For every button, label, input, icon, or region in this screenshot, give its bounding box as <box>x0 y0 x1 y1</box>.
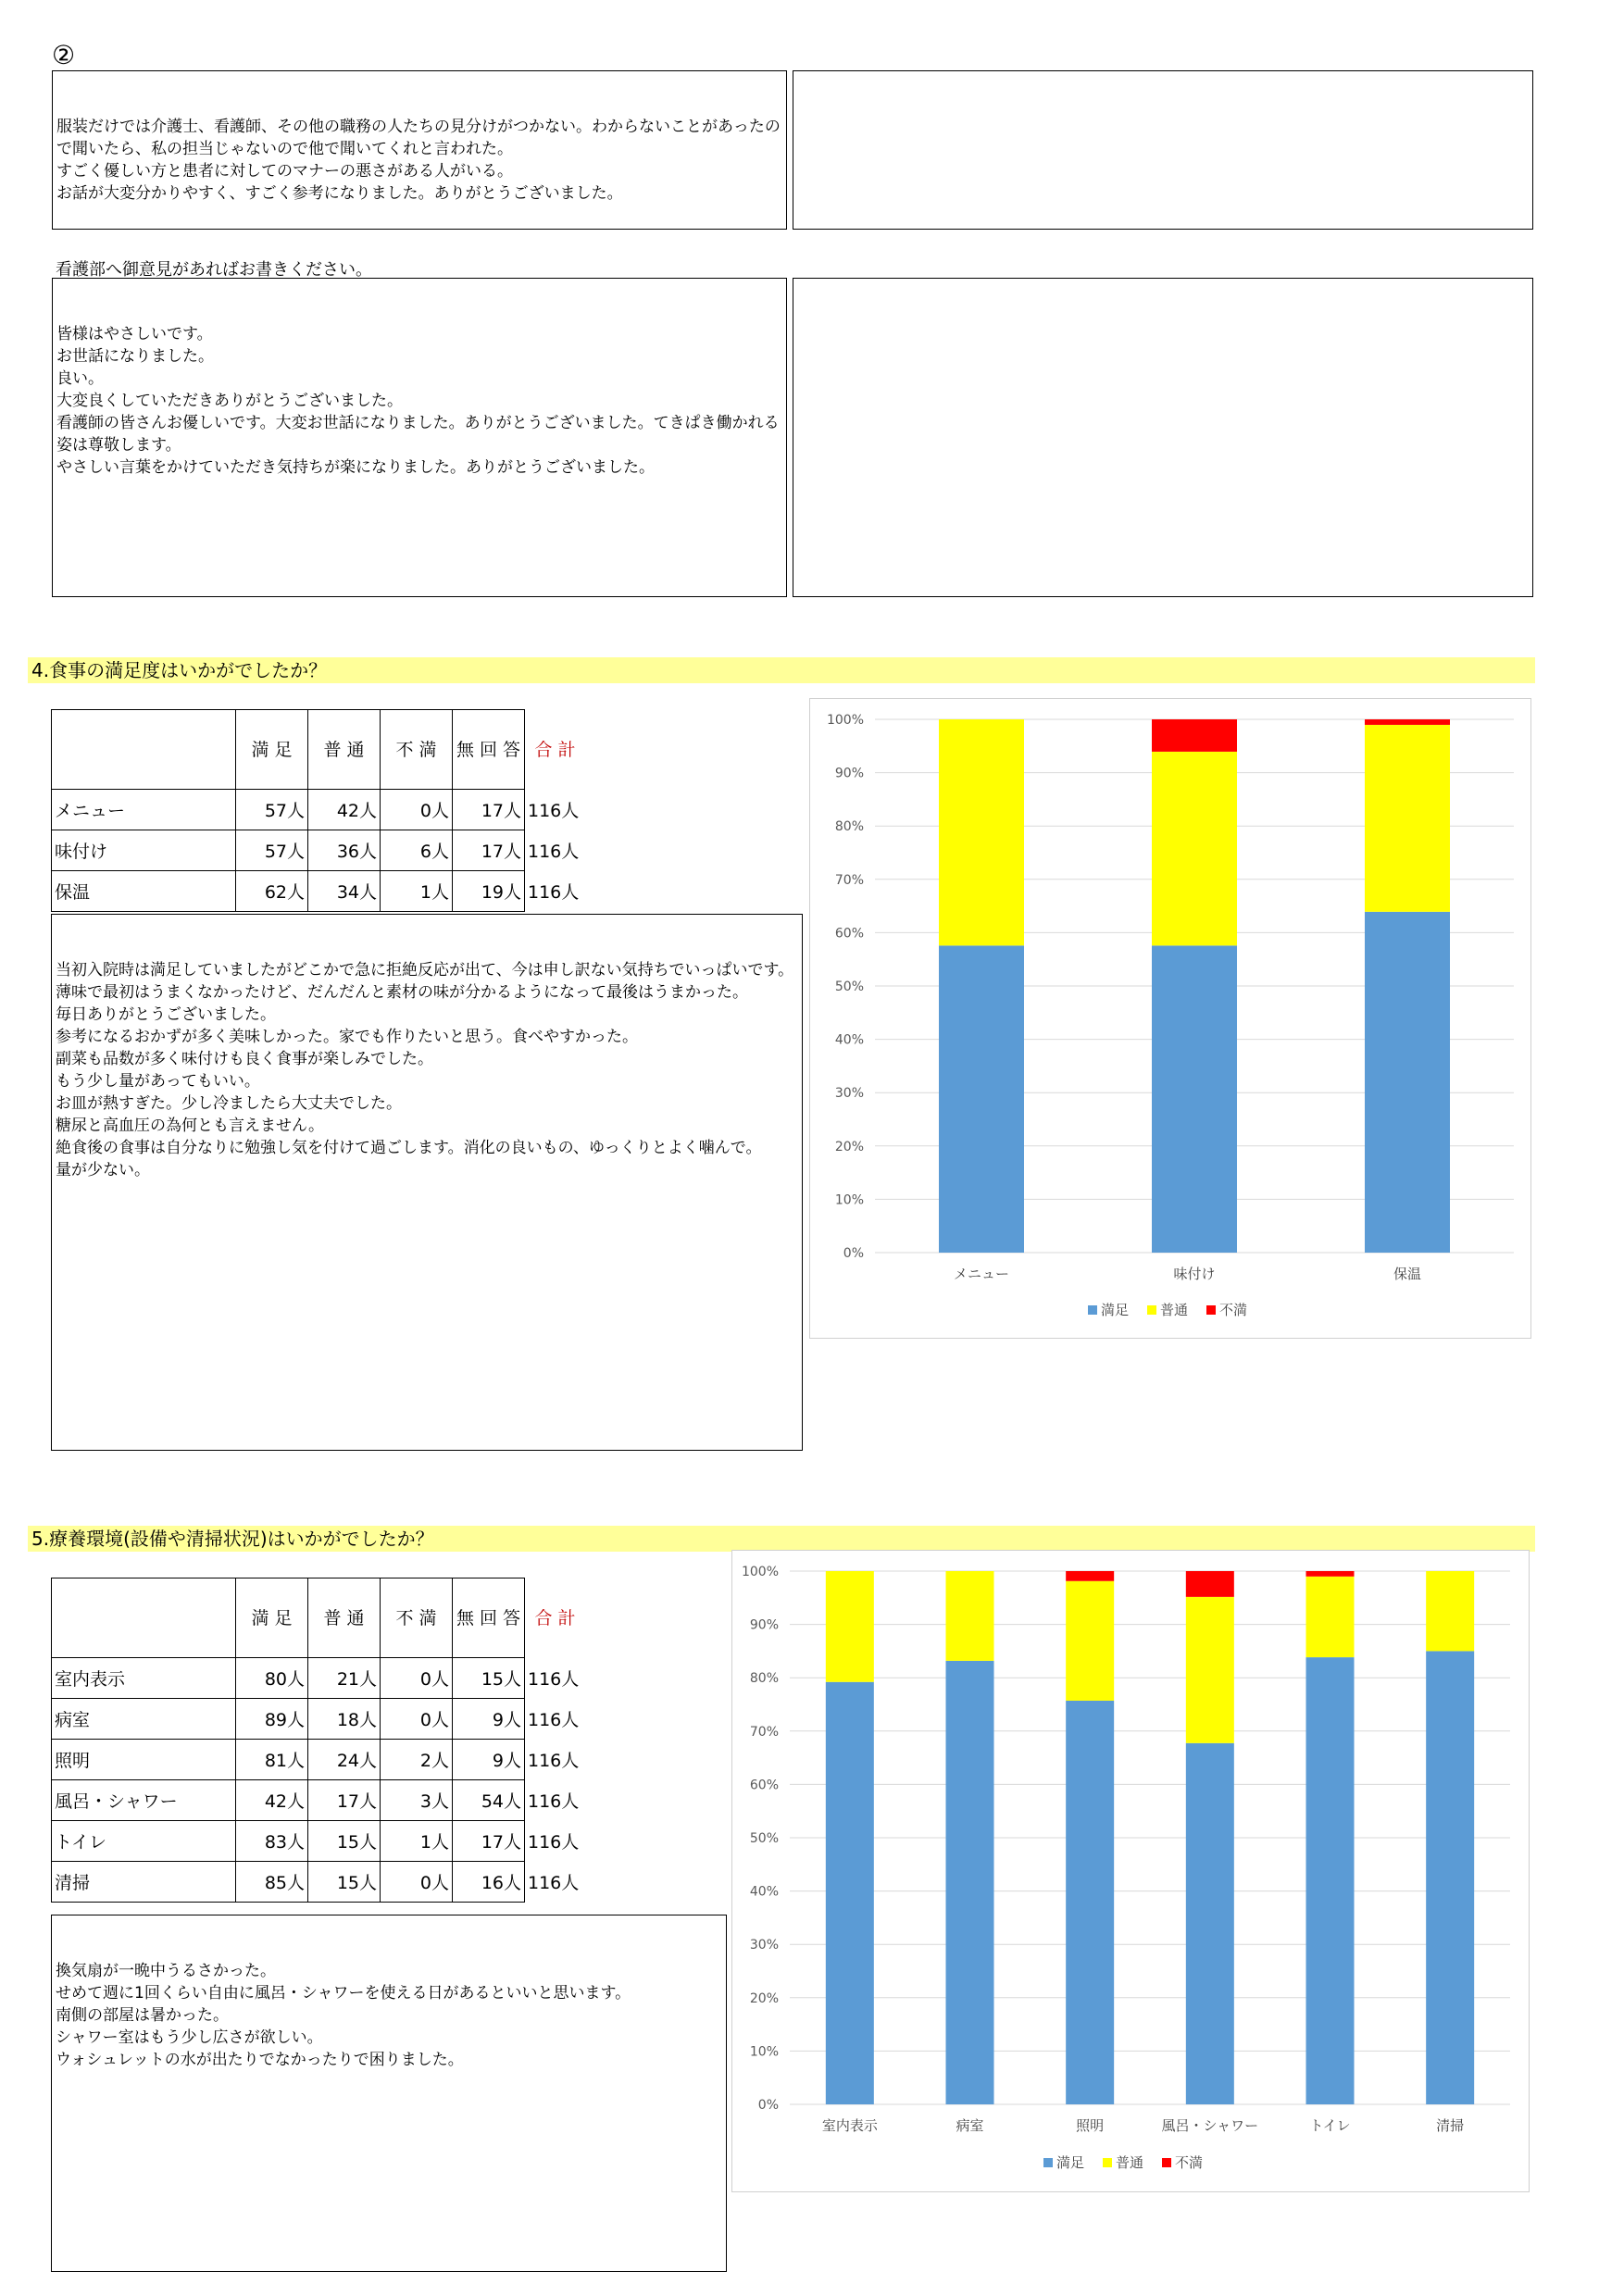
x-tick-label: 味付け <box>1173 1266 1216 1282</box>
circle-number-marker: ② <box>52 40 76 70</box>
cell-value: 24人 <box>308 1740 381 1780</box>
header-no-answer: 無 回 答 <box>453 1578 525 1658</box>
legend-swatch <box>1147 1305 1156 1315</box>
y-tick-label: 20% <box>834 1139 864 1154</box>
legend-swatch <box>1103 2158 1112 2167</box>
cell-value: 80人 <box>236 1658 308 1699</box>
legend-entry: 不満 <box>1219 1302 1248 1318</box>
row-label: 風呂・シャワー <box>52 1780 236 1821</box>
row-label: 味付け <box>52 830 236 871</box>
bar-segment-不満 <box>1365 719 1450 725</box>
table-row <box>52 1821 586 1862</box>
y-tick-label: 80% <box>749 1671 779 1687</box>
cell-value: 16人 <box>453 1862 525 1903</box>
cell-value: 89人 <box>236 1699 308 1740</box>
cell-value: 83人 <box>236 1821 308 1862</box>
legend-swatch <box>1088 1305 1097 1315</box>
header-satisfied: 満 足 <box>236 710 308 790</box>
x-tick-label: メニュー <box>953 1266 1010 1282</box>
cell-value: 54人 <box>453 1780 525 1821</box>
y-tick-label: 40% <box>834 1032 864 1048</box>
cell-value: 57人 <box>236 830 308 871</box>
cell-value: 0人 <box>381 790 453 830</box>
cell-value: 15人 <box>308 1821 381 1862</box>
cell-total: 116人 <box>528 882 580 903</box>
cell-value: 18人 <box>308 1699 381 1740</box>
bar-segment-不満 <box>1152 719 1237 752</box>
cell-value: 0人 <box>381 1699 453 1740</box>
section4-title: 4.食事の満足度はいかがでしたか？ <box>28 657 1535 683</box>
cell-value: 1人 <box>381 871 453 912</box>
cell-value: 6人 <box>381 830 453 871</box>
section4-table <box>51 709 586 912</box>
y-tick-label: 30% <box>834 1086 864 1102</box>
bar-segment-普通 <box>1186 1597 1234 1743</box>
comment-box-1 <box>52 70 787 230</box>
bar-segment-普通 <box>1306 1577 1355 1657</box>
section4-chart <box>809 698 1531 1339</box>
x-tick-label: 風呂・シャワー <box>1161 2117 1259 2134</box>
legend-entry: 満足 <box>1056 2154 1085 2171</box>
cell-value: 15人 <box>308 1862 381 1903</box>
section5-comments <box>51 1915 727 2272</box>
table-row <box>52 790 586 830</box>
bar-segment-普通 <box>1365 725 1450 912</box>
legend-entry: 普通 <box>1116 2154 1144 2171</box>
cell-value: 81人 <box>236 1740 308 1780</box>
x-tick-label: 病室 <box>956 2117 984 2134</box>
comment-box-2-text: 皆様はやさしいです。 お世話になりました。 良い。 大変良くしていただきありがとうございました。 看護師の皆さんお優しいです。大変お世話になりました。ありがとうございました。てきぱき働かれる姿は尊敬します。 やさしい言葉をかけていただき気持ちが楽になりました。ありがとうございました。 <box>56 325 780 477</box>
row-label: 病室 <box>52 1699 236 1740</box>
y-tick-label: 0% <box>757 2098 779 2113</box>
table-row <box>52 1658 586 1699</box>
cell-value: 21人 <box>308 1658 381 1699</box>
y-tick-label: 20% <box>749 1990 779 2006</box>
bar-segment-普通 <box>939 719 1024 945</box>
bar-segment-満足 <box>1426 1651 1474 2104</box>
legend-swatch <box>1043 2158 1053 2167</box>
table-row <box>52 830 586 871</box>
comment-box-2 <box>52 278 787 597</box>
bar-segment-不満 <box>1186 1571 1234 1597</box>
header-no-answer: 無 回 答 <box>453 710 525 790</box>
legend-swatch <box>1162 2158 1171 2167</box>
section4-header-row <box>52 710 586 790</box>
cell-total: 116人 <box>528 1791 580 1812</box>
section4-comments <box>51 914 803 1451</box>
cell-value: 17人 <box>453 830 525 871</box>
bar-segment-満足 <box>1066 1701 1114 2104</box>
section5-title: 5.療養環境(設備や清掃状況)はいかがでしたか？ <box>28 1526 1535 1552</box>
cell-value: 0人 <box>381 1862 453 1903</box>
header-normal: 普 通 <box>308 710 381 790</box>
cell-value: 9人 <box>453 1699 525 1740</box>
x-tick-label: 室内表示 <box>821 2117 878 2134</box>
x-tick-label: 照明 <box>1076 2117 1105 2134</box>
y-tick-label: 0% <box>843 1246 864 1261</box>
legend-entry: 普通 <box>1160 1302 1189 1318</box>
row-label: トイレ <box>52 1821 236 1862</box>
bar-segment-普通 <box>826 1571 874 1682</box>
y-tick-label: 50% <box>834 980 864 994</box>
cell-total: 116人 <box>528 1669 580 1690</box>
table-row <box>52 871 586 912</box>
cell-value: 17人 <box>308 1780 381 1821</box>
y-tick-label: 90% <box>749 1617 779 1633</box>
y-tick-label: 50% <box>749 1831 779 1846</box>
row-label: 室内表示 <box>52 1658 236 1699</box>
x-tick-label: トイレ <box>1309 2117 1351 2134</box>
cell-value: 9人 <box>453 1740 525 1780</box>
header-dissatisfied: 不 満 <box>381 1578 453 1658</box>
cell-total: 116人 <box>528 1751 580 1771</box>
cell-value: 1人 <box>381 1821 453 1862</box>
bar-segment-満足 <box>826 1682 874 2104</box>
header-normal: 普 通 <box>308 1578 381 1658</box>
table-row <box>52 1740 586 1780</box>
bar-segment-普通 <box>1426 1571 1474 1651</box>
cell-value: 42人 <box>236 1780 308 1821</box>
blank-box-2 <box>793 278 1533 597</box>
legend-entry: 満足 <box>1101 1302 1130 1318</box>
comment-box-1-text: 服装だけでは介護士、看護師、その他の職務の人たちの見分けがつかない。わからないことがあったので聞いたら、私の担当じゃないので他で聞いてくれと言われた。 すごく優しい方と患者に対してのマナーの悪さがある人がいる。 お話が大変分かりやすく、すごく参考になりました。ありがとうございました。 <box>56 118 781 203</box>
legend-entry: 不満 <box>1175 2154 1204 2171</box>
y-tick-label: 70% <box>749 1724 779 1740</box>
blank-box-1 <box>793 70 1533 230</box>
y-tick-label: 70% <box>834 872 864 888</box>
bar-segment-普通 <box>1152 752 1237 945</box>
cell-value: 17人 <box>453 1821 525 1862</box>
cell-total: 116人 <box>528 1710 580 1730</box>
section4-chart-svg <box>810 699 1530 1337</box>
cell-value: 42人 <box>308 790 381 830</box>
bar-segment-普通 <box>1066 1581 1114 1701</box>
x-tick-label: 保温 <box>1393 1266 1422 1282</box>
bar-segment-不満 <box>1306 1571 1355 1577</box>
section4-comments-text: 当初入院時は満足していましたがどこかで急に拒絶反応が出て、今は申し訳ない気持ちでいっぱいです。 薄味で最初はうまくなかったけど、だんだんと素材の味が分かるようになって最後はうまかった。 毎日ありがとうございました。 参考になるおかずが多く美味しかった。家でも作りたいと思う。食べやすかった。 副菜も品数が多く味付けも良く食事が楽しみでした。 もう少し量があってもいい。 お皿が熱すぎた。少し冷ましたら大丈夫でした。 糖尿と高血圧の為何とも言えません。 絶食後の食事は自分なりに勉強し気を付けて過ごします。消化の良いもの、ゆっくりとよく噛んで。 量が少ない。 <box>56 961 794 1179</box>
y-tick-label: 100% <box>826 713 864 728</box>
y-tick-label: 40% <box>749 1884 779 1900</box>
bar-segment-普通 <box>946 1571 994 1661</box>
table-row <box>52 1699 586 1740</box>
section5-corner-cell <box>52 1578 236 1658</box>
cell-value: 2人 <box>381 1740 453 1780</box>
y-tick-label: 80% <box>834 819 864 835</box>
y-tick-label: 90% <box>834 766 864 781</box>
bar-segment-満足 <box>939 945 1024 1253</box>
cell-total: 116人 <box>528 1832 580 1853</box>
y-tick-label: 100% <box>741 1565 779 1579</box>
bar-segment-不満 <box>1066 1571 1114 1581</box>
section5-chart-svg <box>732 1551 1528 2190</box>
cell-value: 57人 <box>236 790 308 830</box>
bar-segment-満足 <box>946 1661 994 2104</box>
cell-value: 19人 <box>453 871 525 912</box>
header-total: 合 計 <box>534 739 576 760</box>
opinion-label: 看護部へ御意見があればお書きください。 <box>56 260 372 280</box>
y-tick-label: 60% <box>834 926 864 942</box>
x-tick-label: 清掃 <box>1436 2117 1465 2134</box>
cell-value: 36人 <box>308 830 381 871</box>
header-satisfied: 満 足 <box>236 1578 308 1658</box>
section4-corner-cell <box>52 710 236 790</box>
bar-segment-満足 <box>1306 1657 1355 2104</box>
legend-swatch <box>1206 1305 1216 1315</box>
row-label: 清掃 <box>52 1862 236 1903</box>
cell-value: 85人 <box>236 1862 308 1903</box>
bar-segment-満足 <box>1186 1743 1234 2104</box>
y-tick-label: 60% <box>749 1778 779 1793</box>
table-row <box>52 1780 586 1821</box>
y-tick-label: 10% <box>834 1192 864 1208</box>
cell-value: 15人 <box>453 1658 525 1699</box>
cell-value: 62人 <box>236 871 308 912</box>
cell-total: 116人 <box>528 801 580 821</box>
cell-value: 34人 <box>308 871 381 912</box>
cell-value: 17人 <box>453 790 525 830</box>
y-tick-label: 10% <box>749 2044 779 2060</box>
header-total: 合 計 <box>534 1607 576 1628</box>
row-label: 照明 <box>52 1740 236 1780</box>
header-dissatisfied: 不 満 <box>381 710 453 790</box>
cell-total: 116人 <box>528 1873 580 1893</box>
section5-comments-text: 換気扇が一晩中うるさかった。 せめて週に1回くらい自由に風呂・シャワーを使える日があるといいと思います。 南側の部屋は暑かった。 シャワー室はもう少し広さが欲しい。 ウォシュレットの水が出たりでなかったりで困りました。 <box>56 1962 631 2069</box>
section5-table <box>51 1578 586 1903</box>
row-label: 保温 <box>52 871 236 912</box>
cell-total: 116人 <box>528 842 580 862</box>
section5-chart <box>731 1550 1530 2192</box>
bar-segment-満足 <box>1152 945 1237 1253</box>
section5-header-row <box>52 1578 586 1658</box>
cell-value: 0人 <box>381 1658 453 1699</box>
row-label: メニュー <box>52 790 236 830</box>
table-row <box>52 1862 586 1903</box>
bar-segment-満足 <box>1365 912 1450 1253</box>
cell-value: 3人 <box>381 1780 453 1821</box>
y-tick-label: 30% <box>749 1938 779 1953</box>
